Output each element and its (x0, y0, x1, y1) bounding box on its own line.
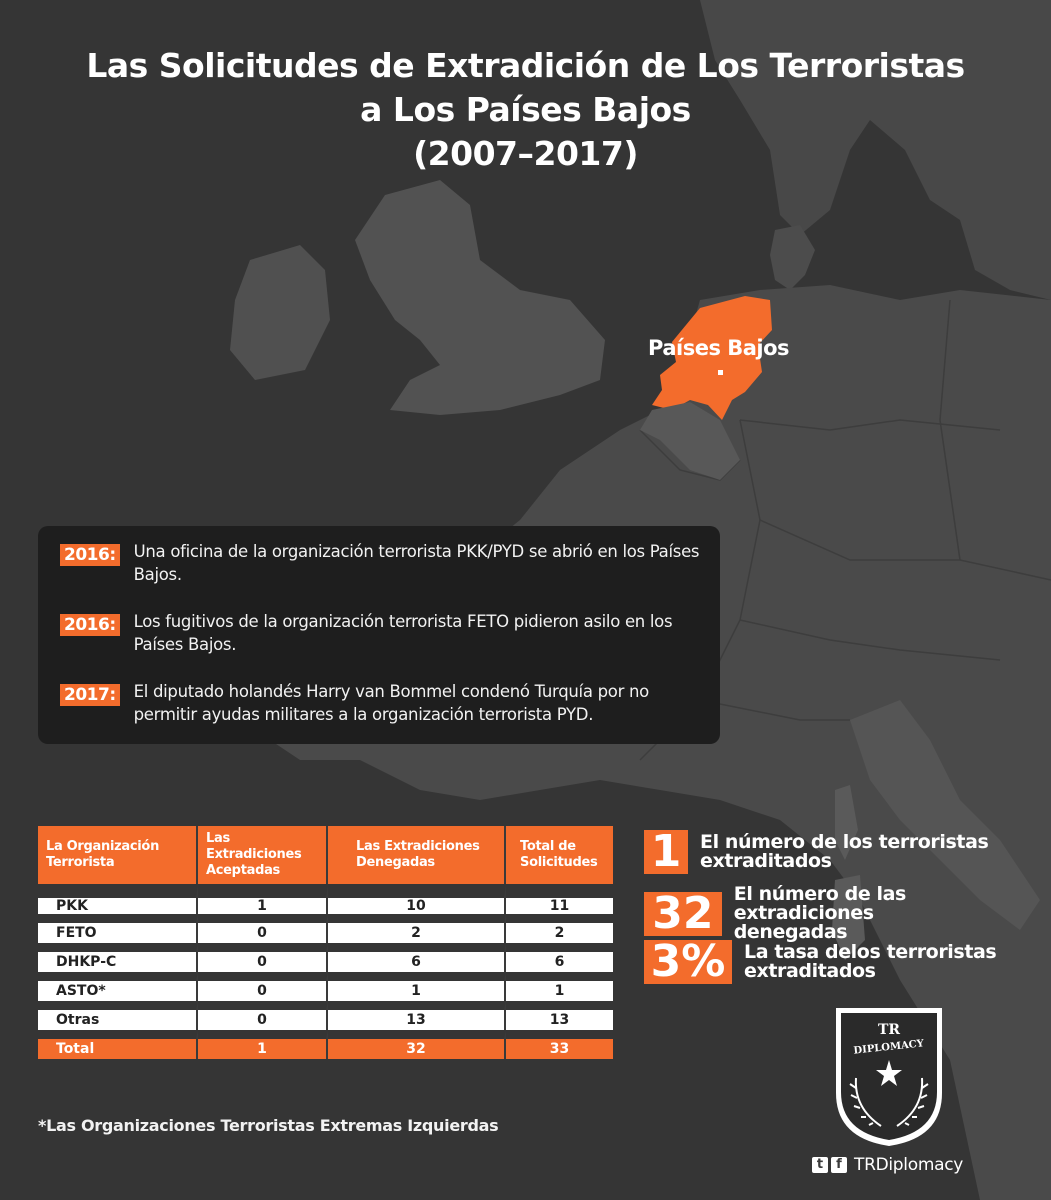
stat-label (744, 943, 996, 981)
stat-label-line: denegadas (733, 921, 848, 943)
stat-label-line: La tasa delos terroristas (744, 941, 997, 963)
cell-organization: ASTO* (38, 972, 198, 1001)
cell-accepted: 0 (198, 972, 328, 1001)
table-row (38, 972, 613, 1001)
header-accepted: Las Extradiciones Aceptadas (198, 826, 328, 884)
stat-extradited-count (644, 826, 989, 877)
event-text: Los fugitivos de la organización terrorista FETO pidieron asilo en los Países Bajos. (133, 612, 673, 654)
stat-value: 32 (644, 892, 722, 936)
cell-accepted: 0 (198, 914, 328, 943)
cell-total: 11 (506, 884, 613, 914)
cell-total-total: 33 (506, 1030, 613, 1059)
cell-total: 2 (506, 914, 613, 943)
cell-denied: 10 (328, 884, 506, 914)
stat-label-line: El número de las extradiciones (733, 883, 906, 924)
netherlands-label: Países Bajos (648, 336, 790, 360)
header-organization: La Organización Terrorista (38, 826, 198, 884)
stat-denied-count (644, 885, 1051, 942)
event-text: El diputado holandés Harry van Bommel condenó Turquía por no permitir ayudas militares a la organización terrorista PYD. (133, 682, 649, 724)
stat-extradition-rate (644, 936, 997, 987)
stat-value: 1 (644, 830, 688, 874)
cell-total-denied: 32 (328, 1030, 506, 1059)
event-item (60, 610, 700, 656)
stat-value: 3% (644, 940, 732, 984)
social-links (812, 1155, 963, 1175)
stat-label (734, 885, 1051, 942)
cell-total: 6 (506, 943, 613, 972)
cell-total: 1 (506, 972, 613, 1001)
title-line-2: a Los Países Bajos (360, 90, 691, 129)
logo-bottom-text: DIPLOMACY (853, 1038, 925, 1057)
tr-diplomacy-logo (826, 998, 952, 1148)
header-denied: Las Extradiciones Denegadas (328, 826, 506, 884)
page-title (0, 44, 1051, 176)
facebook-icon[interactable]: f (831, 1157, 847, 1173)
event-year: 2016: (60, 614, 120, 636)
twitter-icon[interactable]: t (812, 1157, 828, 1173)
cell-total: 13 (506, 1001, 613, 1030)
stat-label (700, 833, 988, 871)
title-line-1: Las Solicitudes de Extradición de Los Terroristas (86, 46, 965, 85)
cell-accepted: 0 (198, 943, 328, 972)
header-total: Total de Solicitudes (506, 826, 613, 884)
cell-organization: Otras (38, 1001, 198, 1030)
event-text: Una oficina de la organización terrorista PKK/PYD se abrió en los Países Bajos. (133, 542, 700, 584)
cell-denied: 13 (328, 1001, 506, 1030)
table-row (38, 884, 613, 914)
table-row (38, 1001, 613, 1030)
table-row (38, 914, 613, 943)
table-footnote: *Las Organizaciones Terroristas Extremas Izquierdas (38, 1116, 499, 1135)
cell-denied: 2 (328, 914, 506, 943)
stat-label-line: extraditados (744, 960, 876, 982)
table-header-row (38, 826, 613, 884)
event-year: 2017: (60, 684, 120, 706)
cell-organization: FETO (38, 914, 198, 943)
cell-accepted: 1 (198, 884, 328, 914)
table-row (38, 943, 613, 972)
event-year: 2016: (60, 544, 120, 566)
stat-label-line: El número de los terroristas (700, 831, 989, 853)
cell-organization: DHKP-C (38, 943, 198, 972)
cell-denied: 6 (328, 943, 506, 972)
cell-accepted: 0 (198, 1001, 328, 1030)
cell-organization: PKK (38, 884, 198, 914)
cell-total-accepted: 1 (198, 1030, 328, 1059)
title-line-3: (2007–2017) (413, 134, 638, 173)
events-panel (38, 526, 720, 744)
table-total-row (38, 1030, 613, 1059)
cell-total-label: Total (38, 1030, 198, 1059)
logo-top-text: TR (877, 1022, 901, 1038)
extradition-table (38, 826, 613, 1059)
social-handle[interactable]: TRDiplomacy (854, 1155, 964, 1175)
stat-label-line: extraditados (700, 850, 832, 872)
event-item (60, 540, 700, 586)
cell-denied: 1 (328, 972, 506, 1001)
netherlands-capital-dot (718, 370, 723, 375)
event-item (60, 680, 700, 726)
